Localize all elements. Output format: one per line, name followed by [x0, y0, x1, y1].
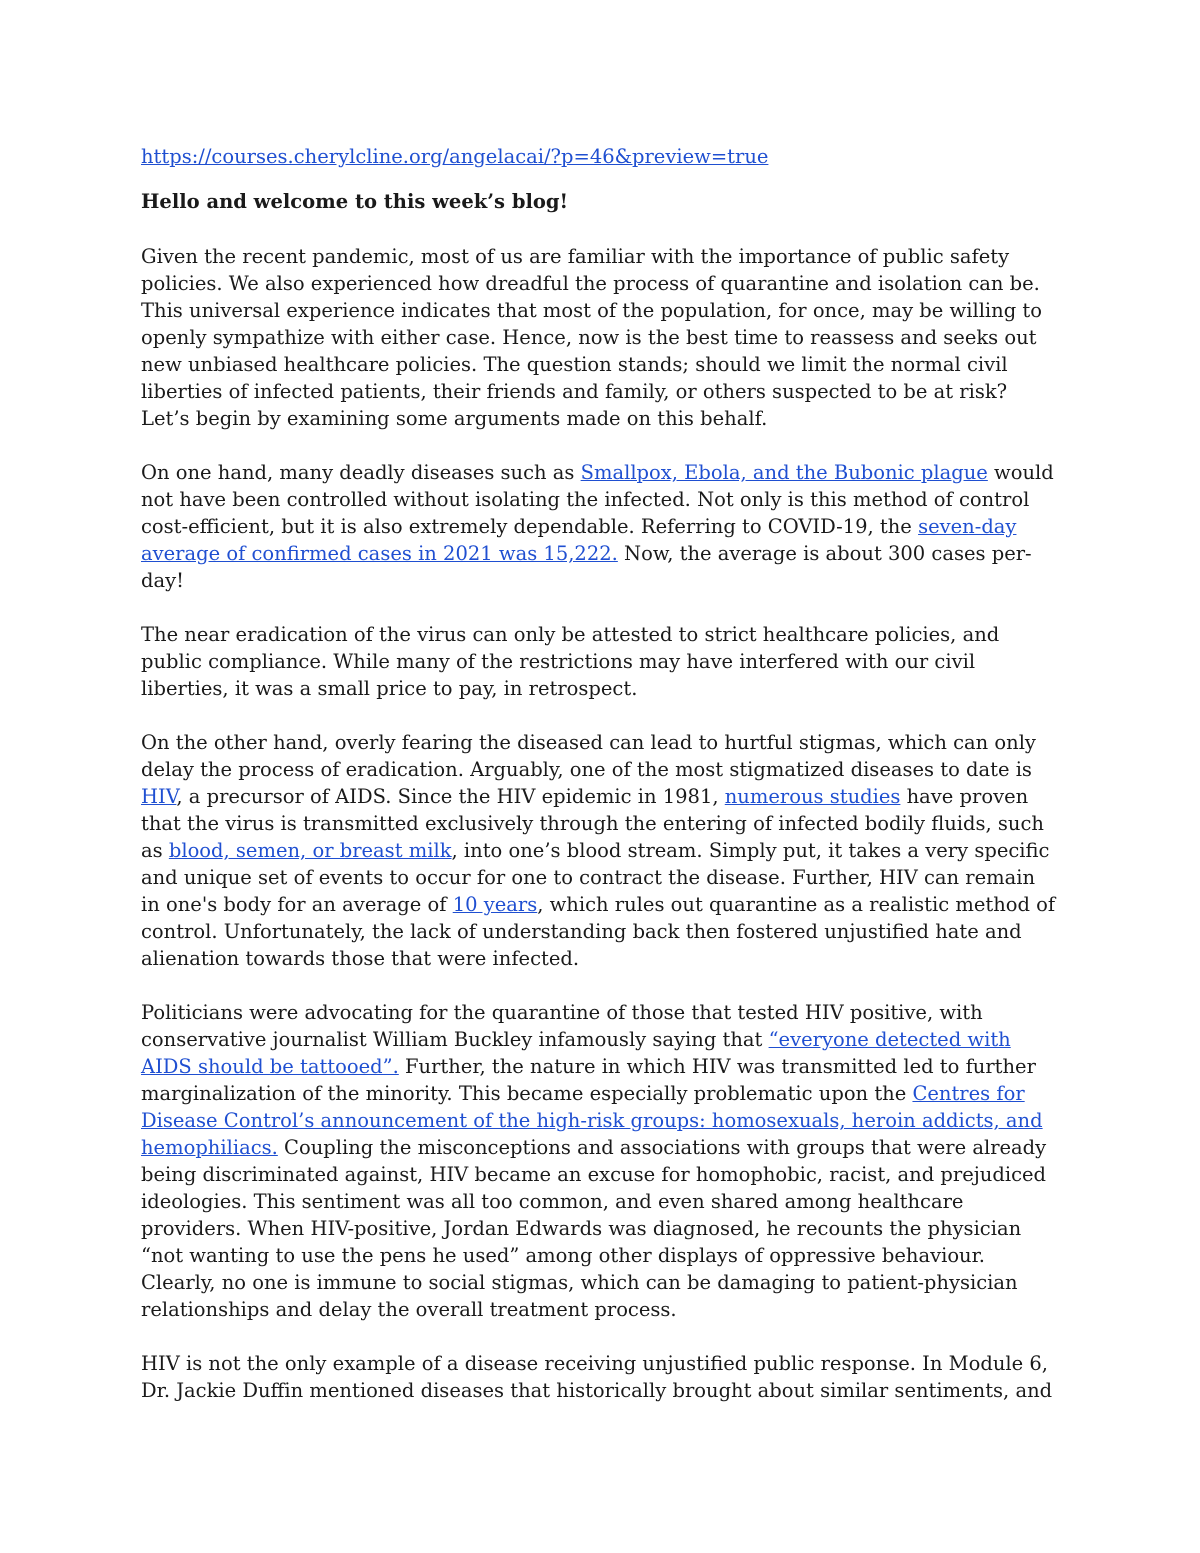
- paragraph-text: Politicians were advocating for the quarantine of those that tested HIV positive, with conservative journalist William Buckley infamously saying that: [141, 1001, 983, 1051]
- paragraph-text: , a precursor of AIDS. Since the HIV epidemic in 1981,: [176, 785, 725, 808]
- link-10-years[interactable]: 10 years: [452, 893, 538, 916]
- link-buckley-quote[interactable]: “everyone detected with AIDS should be tattooed”.: [141, 1028, 1011, 1078]
- link-numerous-studies[interactable]: numerous studies: [724, 785, 901, 808]
- paragraph-text: , which rules out quarantine as a realistic method of control. Unfortunately, the lack of understanding back then fostered unjustified hate and alienation towards those that were infected.: [141, 893, 1056, 970]
- link-hiv[interactable]: HIV: [141, 785, 177, 808]
- link-seven-day-average[interactable]: seven-day average of confirmed cases in 2021 was 15,222.: [141, 515, 1017, 565]
- body-paragraph-5: [141, 999, 1059, 1323]
- paragraph-text: The near eradication of the virus can only be attested to strict healthcare policies, and public compliance. While many of the restrictions may have interfered with our civil liberties, it was a small price to pay, in retrospect.: [141, 623, 1000, 700]
- link-smallpox-ebola-plague[interactable]: Smallpox, Ebola, and the Bubonic plague: [580, 461, 988, 484]
- paragraph-container: [141, 243, 1059, 1404]
- paragraph-text: HIV is not the only example of a disease receiving unjustified public response. In Module 6, Dr. Jackie Duffin mentioned diseases that historically brought about similar sentiments, and: [141, 1352, 1053, 1402]
- paragraph-text: On one hand, many deadly diseases such as: [141, 461, 581, 484]
- body-paragraph-1: [141, 243, 1059, 432]
- link-cdc-high-risk-groups[interactable]: Centres for Disease Control’s announcement of the high-risk groups: homosexuals, heroin addicts, and hemophiliacs.: [141, 1082, 1043, 1159]
- body-paragraph-6: [141, 1350, 1059, 1404]
- paragraph-text: Given the recent pandemic, most of us are familiar with the importance of public safety policies. We also experienced how dreadful the process of quarantine and isolation can be. This universal experience indicates that most of the population, for once, may be willing to openly sympathize with either case. Hence, now is the best time to reassess and seeks out new unbiased healthcare policies. The question stands; should we limit the normal civil liberties of infected patients, their friends and family, or others suspected to be at risk? Let’s begin by examining some arguments made on this behalf.: [141, 245, 1042, 430]
- body-paragraph-2: [141, 459, 1059, 594]
- paragraph-text: would not have been controlled without isolating the infected. Not only is this method of control cost-efficient, but it is also extremely dependable. Referring to COVID-19, the: [141, 461, 1054, 538]
- paragraph-text: Coupling the misconceptions and associations with groups that were already being discriminated against, HIV became an excuse for homophobic, racist, and prejudiced ideologies. This sentiment was all too common, and even shared among healthcare providers. When HIV-positive, Jordan Edwards was diagnosed, he recounts the physician “not wanting to use the pens he used” among other displays of oppressive behaviour. Clearly, no one is immune to social stigmas, which can be damaging to patient-physician relationships and delay the overall treatment process.: [141, 1136, 1047, 1321]
- source-url-line: [141, 143, 1059, 170]
- paragraph-text: On the other hand, overly fearing the diseased can lead to hurtful stigmas, which can only delay the process of eradication. Arguably, one of the most stigmatized diseases to date is: [141, 731, 1036, 781]
- blog-greeting-heading: Hello and welcome to this week’s blog!: [141, 190, 569, 213]
- document-body: [141, 143, 1059, 1431]
- paragraph-text: Now, the average is about 300 cases per-day!: [141, 542, 1032, 592]
- paragraph-text: , into one’s blood stream. Simply put, it takes a very specific and unique set of events to occur for one to contract the disease. Further, HIV can remain in one's body for an average of: [141, 839, 1050, 916]
- body-paragraph-3: [141, 621, 1059, 702]
- paragraph-text: Further, the nature in which HIV was transmitted led to further marginalization of the minority. This became especially problematic upon the: [141, 1055, 1036, 1105]
- link-bodily-fluids[interactable]: blood, semen, or breast milk: [168, 839, 452, 862]
- body-paragraph-4: [141, 729, 1059, 972]
- source-url-link[interactable]: https://courses.cherylcline.org/angelacai/?p=46&preview=true: [141, 145, 769, 168]
- paragraph-text: have proven that the virus is transmitted exclusively through the entering of infected bodily fluids, such as: [141, 785, 1044, 862]
